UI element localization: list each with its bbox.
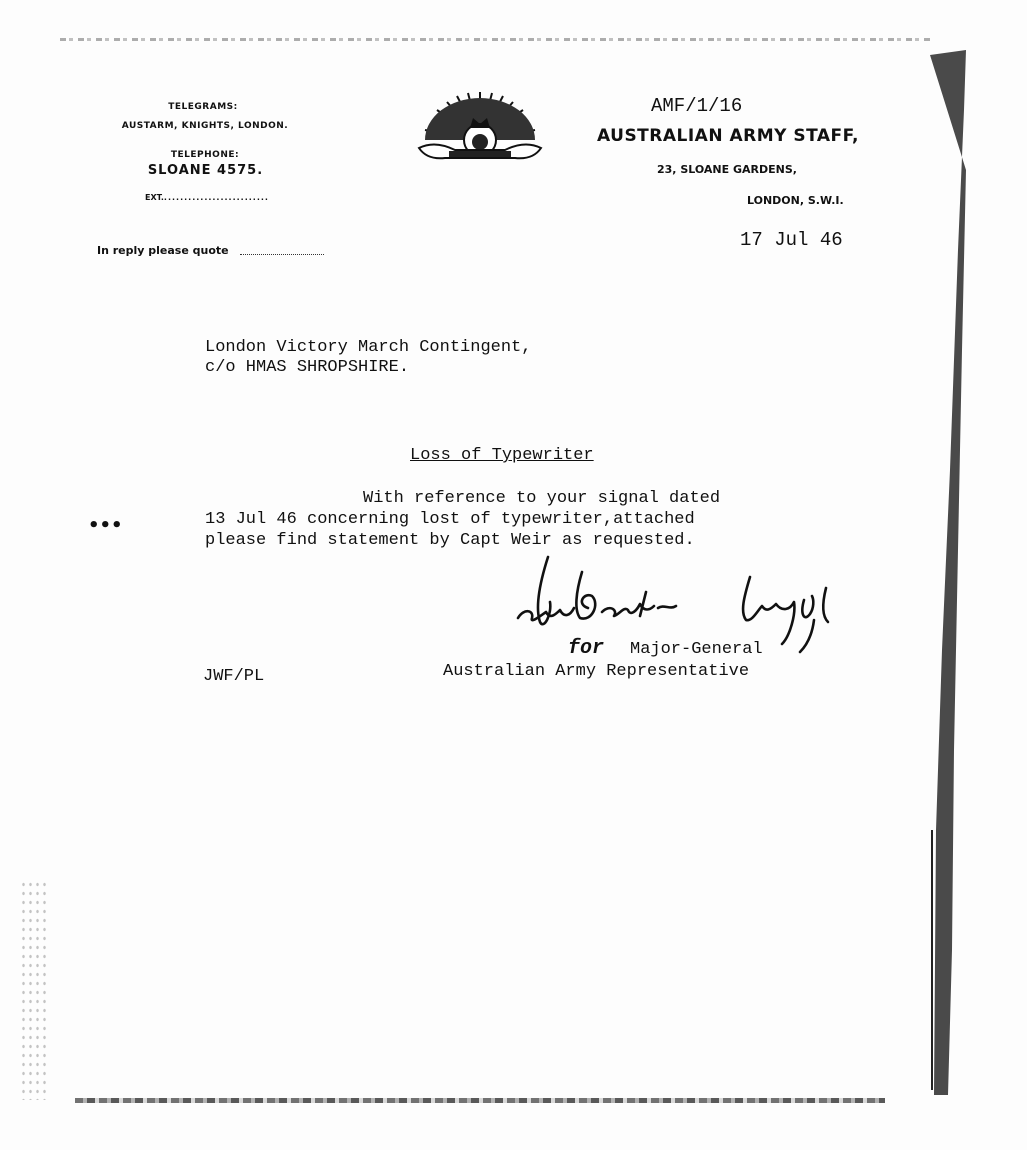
extension-label: EXT.	[145, 193, 164, 202]
reply-quote-label: In reply please quote	[97, 244, 229, 257]
letter-subject: Loss of Typewriter	[410, 446, 594, 465]
copy-edge-bottom	[75, 1098, 885, 1103]
typist-initials: JWF/PL	[203, 667, 265, 686]
reference-number: AMF/1/16	[651, 95, 743, 117]
copy-edge-top	[60, 38, 930, 41]
copy-edge-right	[928, 50, 968, 1095]
telephone-label: TELEPHONE:	[170, 150, 240, 160]
body-line-1: With reference to your signal dated	[363, 489, 721, 508]
margin-mark: •••	[88, 515, 123, 536]
recipient-line-1: London Victory March Contingent,	[205, 338, 532, 357]
telegrams-address: AUSTARM, KNIGHTS, LONDON.	[121, 121, 289, 131]
letter-date: 17 Jul 46	[740, 229, 843, 251]
rising-sun-crest	[415, 88, 545, 188]
signature-for: for	[568, 637, 605, 660]
reply-quote-line	[240, 254, 324, 255]
body-line-3: please find statement by Capt Weir as requested.	[205, 531, 695, 550]
body-line-2: 13 Jul 46 concerning lost of typewriter,attached	[205, 510, 695, 529]
copy-speckle-left	[20, 880, 50, 1100]
recipient-line-2: c/o HMAS SHROPSHIRE.	[205, 358, 410, 377]
telegrams-label: TELEGRAMS:	[168, 102, 238, 112]
signatory-role: Australian Army Representative	[443, 662, 750, 681]
address-line-2: LONDON, S.W.I.	[747, 194, 844, 207]
telephone-number: SLOANE 4575.	[147, 163, 264, 178]
organization-name: AUSTRALIAN ARMY STAFF,	[597, 126, 860, 146]
address-line-1: 23, SLOANE GARDENS,	[657, 163, 797, 176]
signatory-title: Major-General	[630, 640, 763, 659]
extension-field: EXT...........................	[145, 193, 269, 202]
